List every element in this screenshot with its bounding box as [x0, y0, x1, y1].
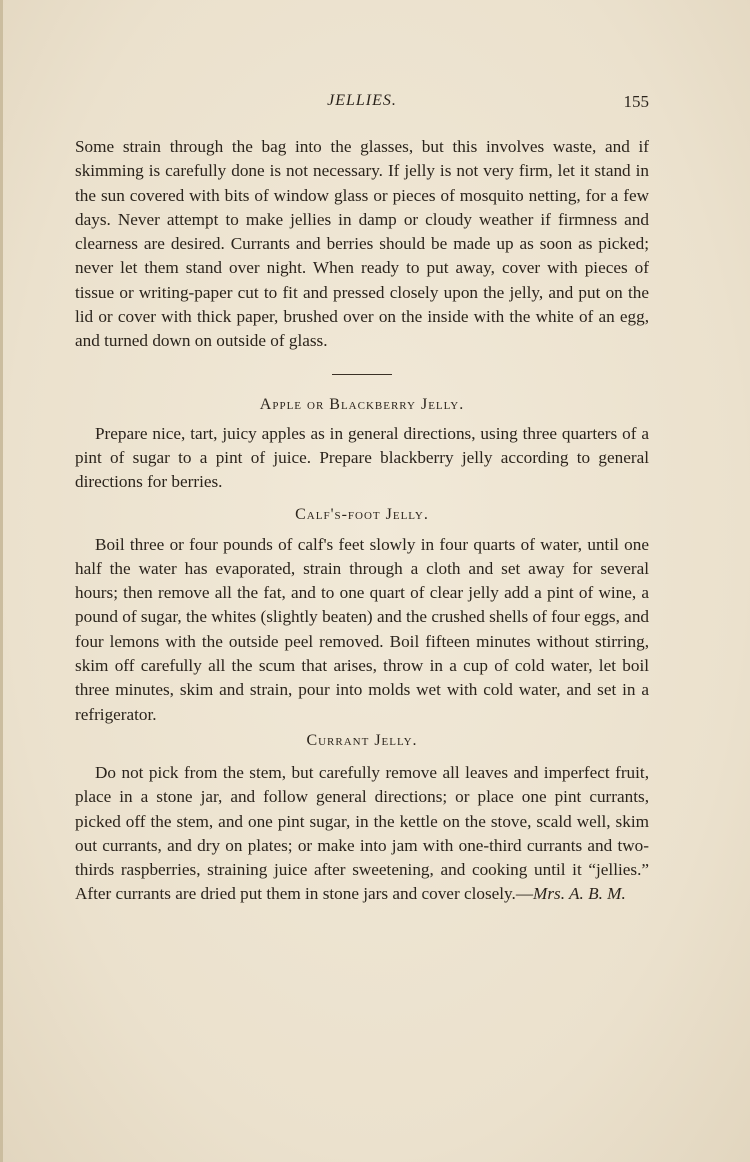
- running-head: [75, 92, 649, 116]
- recipe-text-currant-jelly: Do not pick from the stem, but carefully remove all leaves and imperfect fruit, place in a stone jar, and follow general directions; or place one pint currants, picked off the stem, and one pint sugar, in the kettle on the stove, scald well, skim out currants, and dry on plates; or make into jam with one-third currants and two-thirds raspberries, straining juice after sweetening, and cooking until it “jellies.” After currants are dried put them in stone jars and cover closely.—: [75, 762, 649, 904]
- section-divider: [332, 374, 392, 375]
- recipe-attribution: Mrs. A. B. M.: [533, 884, 626, 904]
- recipe-paragraph-currant-jelly: [75, 761, 649, 907]
- recipe-title-calfs-foot-jelly: Calf's-foot Jelly.: [295, 505, 429, 523]
- intro-paragraph: Some strain through the bag into the glasses, but this involves waste, and if skimming is carefully done is not necessary. If jelly is not very firm, let it stand in the sun covered with bits of window glass or pieces of mosquito netting, for a few days. Never attempt to make jellies in damp or cloudy weather if firmness and clearness are desired. Currants and berries should be made up as soon as picked; never let them stand over night. When ready to put away, cover with pieces of tissue or writing-paper cut to fit and pressed closely upon the jelly, and put on the lid or cover with thick paper, brushed over on the inside with the white of an egg, and turned down on outside of glass.: [75, 137, 649, 351]
- recipe-title-currant-jelly: Currant Jelly.: [306, 731, 418, 749]
- recipe-text-calfs-foot-jelly: Boil three or four pounds of calf's feet slowly in four quarts of water, until one half the water has evaporated, strain through a cloth and set away for several hours; then remove all the fat, and to one quart of clear jelly add a pint of wine, a pound of sugar, the whites (slightly beaten) and the crushed shells of four eggs, and four lemons with the outside peel removed. Boil fifteen minutes without stirring, skim off carefully all the scum that arises, throw in a cup of cold water, let boil three minutes, skim and strain, pour into molds wet with cold water, and set in a refrigerator.: [75, 534, 650, 724]
- recipe-text-apple-blackberry-jelly: Prepare nice, tart, juicy apples as in general directions, using three quarters of a pint of sugar to a pint of juice. Prepare blackberry jelly according to general directions for berries.: [75, 423, 649, 492]
- recipe-title-apple-blackberry-jelly: Apple or Blackberry Jelly.: [259, 395, 465, 413]
- page-number: 155: [623, 92, 649, 111]
- chapter-title: JELLIES.: [327, 92, 397, 109]
- page-content: [75, 135, 649, 907]
